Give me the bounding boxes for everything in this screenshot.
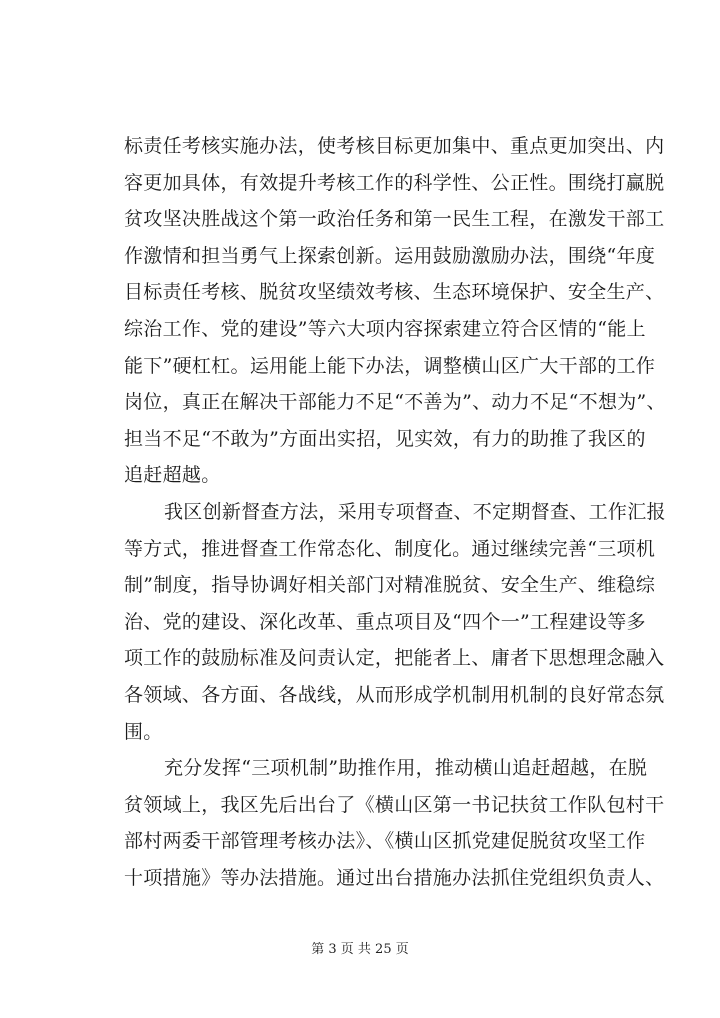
text-line: 作激情和担当勇气上探索创新。运用鼓励激励办法，围绕“年度 xyxy=(124,244,656,267)
text-line: 等方式，推进督查工作常态化、制度化。通过继续完善“三项机 xyxy=(124,537,656,560)
text-line: 围。 xyxy=(124,720,163,743)
text-line: 岗位，真正在解决干部能力不足“不善为”、动力不足“不想为”、 xyxy=(124,391,666,414)
text-line: 十项措施》等办法措施。通过出台措施办法抓住党组织负责人、 xyxy=(124,866,665,889)
text-line: 制”制度，指导协调好相关部门对精准脱贫、安全生产、维稳综 xyxy=(124,574,656,597)
text-line: 追赶超越。 xyxy=(124,464,221,487)
text-line: 贫攻坚决胜战这个第一政治任务和第一民生工程，在激发干部工 xyxy=(124,208,665,231)
text-line: 综治工作、党的建设”等六大项内容探索建立符合区情的“能上 xyxy=(124,317,646,340)
text-line: 能下”硬杠杠。运用能上能下办法，调整横山区广大干部的工作 xyxy=(124,354,656,377)
text-line: 项工作的鼓励标准及问责认定，把能者上、庸者下思想理念融入 xyxy=(124,647,665,670)
text-line: 充分发挥“三项机制”助推作用，推动横山追赶超越，在脱 xyxy=(164,757,648,780)
text-line: 我区创新督查方法，采用专项督查、不定期督查、工作汇报 xyxy=(164,500,666,523)
text-line: 贫领域上，我区先后出台了《横山区第一书记扶贫工作队包村干 xyxy=(124,793,665,816)
text-line: 各领域、各方面、各战线，从而形成学机制用机制的良好常态氛 xyxy=(124,683,665,706)
text-line: 部村两委干部管理考核办法》、《横山区抓党建促脱贫攻坚工作 xyxy=(124,830,646,853)
text-line: 治、党的建设、深化改革、重点项目及“四个一”工程建设等多 xyxy=(124,610,646,633)
document-body xyxy=(124,128,666,896)
text-line: 容更加具体，有效提升考核工作的科学性、公正性。围绕打赢脱 xyxy=(124,171,665,194)
page-footer: 第 3 页 共 25 页 xyxy=(311,942,409,957)
text-line: 标责任考核实施办法，使考核目标更加集中、重点更加突出、内 xyxy=(124,135,665,157)
text-line: 担当不足“不敢为”方面出实招，见实效，有力的助推了我区的 xyxy=(124,427,646,450)
text-line: 目标责任考核、脱贫攻坚绩效考核、生态环境保护、安全生产、 xyxy=(124,281,665,304)
